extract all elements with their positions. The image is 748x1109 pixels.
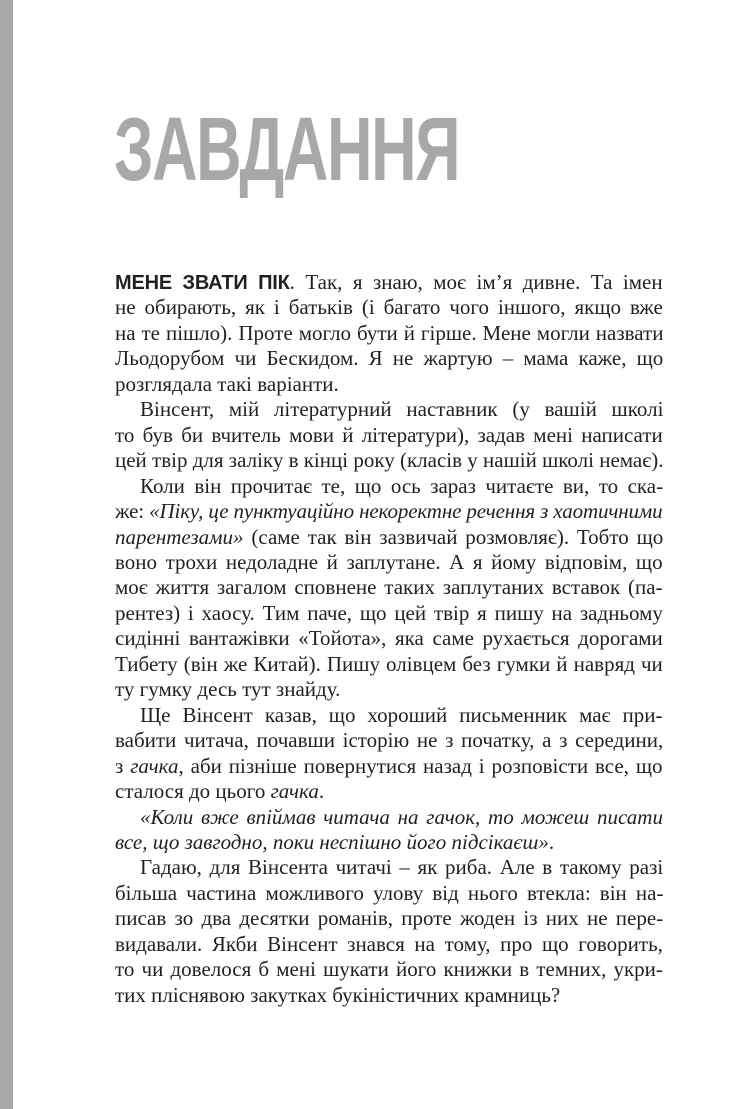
paragraph: [115, 270, 663, 397]
paragraph: [115, 805, 663, 856]
paragraph: [115, 474, 663, 703]
text-run: . Так, я знаю, моє ім’я дивне. Та імен: [289, 270, 663, 294]
page-edge-strip: [0, 0, 13, 1109]
text-run: сидінні вантажівки «Тойота», яка саме рухається дорогами: [115, 626, 663, 651]
text-line: [115, 957, 663, 982]
text-line: [115, 703, 663, 728]
text-run: Льодорубом чи Бескидом. Я не жартую – мама каже, що: [115, 346, 663, 371]
text-line: [115, 295, 663, 320]
text-line: [115, 983, 663, 1008]
text-run: Гадаю, для Вінсента читачі – як риба. Але в такому разі: [140, 855, 663, 880]
text-line: [115, 754, 663, 779]
text-line: [115, 855, 663, 880]
text-run: воно трохи недоладне й заплутане. А я йому відповім, що: [115, 549, 663, 574]
text-run: Тибету (він же Китай). Пишу олівцем без гумки й навряд чи: [115, 651, 663, 676]
text-run: більша частина можливого улову від нього втекла: він на-: [115, 880, 663, 905]
text-run: то був би вчитель мови й літератури), задав мені написати: [115, 422, 663, 447]
text-run: же:: [115, 499, 150, 524]
italic-text: все, що завгодно, поки неспішно його підсікаєш»: [115, 829, 549, 854]
text-line: [115, 474, 663, 499]
text-line: [115, 652, 663, 677]
text-line: [115, 346, 663, 371]
text-run: цей твір для заліку в кінці року (класів у нашій школі немає).: [115, 448, 663, 473]
text-run: (саме так він зазвичай розмовляє). Тобто що: [243, 524, 663, 549]
text-run: сталося до цього: [115, 779, 271, 804]
text-line: [115, 575, 663, 600]
chapter-body: [115, 270, 663, 1008]
text-run: розглядала такі варіанти.: [115, 371, 339, 396]
text-run: тих пліснявою закутках букіністичних крамниць?: [115, 982, 561, 1007]
text-run: ту гумку десь тут знайду.: [115, 677, 341, 702]
text-run: Ще Вінсент казав, що хороший письменник має при-: [140, 702, 663, 727]
text-line: [115, 932, 663, 957]
italic-text: «Коли вже впіймав читача на гачок, то можеш писати: [140, 804, 663, 829]
text-run: писав зо два десятки романів, проте жоден із них не пере-: [115, 906, 663, 931]
text-run: вабити читача, почавши історію не з початку, а з середини,: [115, 728, 663, 753]
text-line: [115, 448, 663, 473]
text-line: [115, 397, 663, 422]
italic-text: парентезами»: [115, 524, 244, 549]
italic-text: гачка: [130, 753, 179, 778]
text-run: не обирають, як і батьків (і багато чого іншого, якщо вже: [115, 295, 663, 320]
paragraph: [115, 855, 663, 1008]
text-line: [115, 779, 663, 804]
text-line: [115, 550, 663, 575]
lead-in-text: МЕНЕ ЗВАТИ ПІК: [115, 272, 290, 294]
text-run: , аби пізніше повернутися назад і розповісти все, що: [178, 753, 663, 778]
text-line: [115, 830, 663, 855]
text-run: видавали. Якби Вінсент знався на тому, про що говорить,: [115, 931, 663, 956]
text-run: моє життя загалом сповнене таких заплутаних вставок (па-: [115, 575, 663, 600]
italic-text: гачка: [270, 779, 319, 804]
text-line: [115, 601, 663, 626]
text-line: [115, 499, 663, 524]
text-line: [115, 270, 663, 295]
text-run: .: [548, 829, 555, 854]
paragraph: [115, 703, 663, 805]
text-line: [115, 321, 663, 346]
text-line: [115, 525, 663, 550]
text-line: [115, 906, 663, 931]
text-line: [115, 423, 663, 448]
text-line: [115, 728, 663, 753]
chapter-title: ЗАВДАННЯ: [114, 100, 460, 200]
text-run: з: [115, 753, 131, 778]
text-line: [115, 805, 663, 830]
text-line: [115, 626, 663, 651]
text-run: Вінсент, мій літературний наставник (у вашій школі: [140, 397, 663, 422]
text-run: то чи довелося б мені шукати його книжки в темних, укри-: [115, 957, 663, 982]
text-run: на те пішло). Проте могло бути й гірше. Мене могли назвати: [115, 320, 663, 345]
text-run: Коли він прочитає те, що ось зараз читаєте ви, то ска-: [140, 473, 663, 498]
text-line: [115, 677, 663, 702]
text-run: .: [318, 779, 325, 804]
italic-text: «Піку, це пунктуаційно некоректне речення з хаотичними: [149, 499, 663, 524]
text-line: [115, 372, 663, 397]
text-line: [115, 881, 663, 906]
paragraph: [115, 397, 663, 473]
text-run: рентез) і хаосу. Тим паче, що цей твір я пишу на задньому: [115, 600, 663, 625]
